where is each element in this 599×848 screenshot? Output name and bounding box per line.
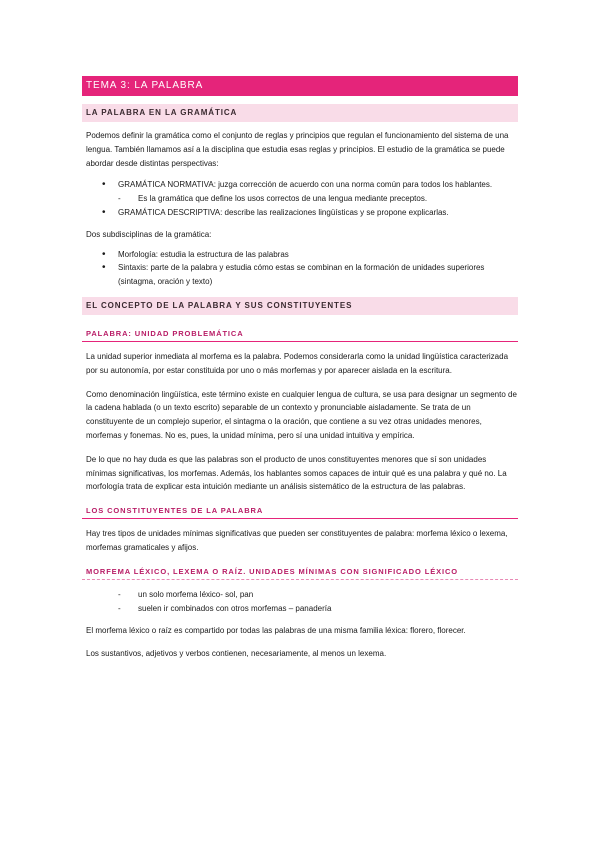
- subheading-problematic-unit: PALABRA: UNIDAD PROBLEMÁTICA: [82, 329, 518, 342]
- list-item: • Morfología: estudia la estructura de las palabras: [82, 248, 518, 262]
- paragraph: El morfema léxico o raíz es compartido por todas las palabras de una misma familia léxica: florero, florecer.: [86, 626, 466, 636]
- subheading-constituents: LOS CONSTITUYENTES DE LA PALABRA: [82, 506, 518, 519]
- subdisciplines-list: [82, 248, 518, 289]
- perspectives-list: [82, 178, 518, 219]
- subheading-lexeme: MORFEMA LÉXICO, LEXEMA O RAÍZ. UNIDADES MÍNIMAS CON SIGNIFICADO LÉXICO: [82, 567, 518, 580]
- page-title: TEMA 3: LA PALABRA: [82, 76, 518, 96]
- document-page: [82, 76, 518, 661]
- list-item: - un solo morfema léxico- sol, pan: [82, 588, 518, 602]
- section-heading-concept: EL CONCEPTO DE LA PALABRA Y SUS CONSTITUYENTES: [82, 297, 518, 315]
- subdisciplines-intro: Dos subdisciplinas de la gramática:: [86, 229, 212, 239]
- list-item: • GRAMÁTICA DESCRIPTIVA: describe las realizaciones lingüísticas y se propone explicarlas.: [82, 206, 518, 220]
- list-item: - Es la gramática que define los usos correctos de una lengua mediante preceptos.: [82, 192, 518, 206]
- paragraph: Hay tres tipos de unidades mínimas significativas que pueden ser constituyentes de palabra: morfema léxico o lexema, morfemas gramaticales y afijos.: [86, 529, 508, 552]
- paragraph: La unidad superior inmediata al morfema es la palabra. Podemos considerarla como la unidad lingüística caracterizada por su autonomía, por estar constituida por uno o más morfemas y por aparecer aislada en la escritura.: [86, 351, 509, 375]
- paragraph: Como denominación lingüística, este término existe en cualquier lengua de cultura, se usa para designar un segmento de la cadena hablada (o un texto escrito) separable de un contexto y pronunciable aisladamente. Se trata de un constituyente de un complejo superior, el sintagma o la oración, que contiene a su vez otras unidades menores, morfemas y fonemas. No es, pues, la unidad mínima, pero sí una unidad intuitiva y empírica.: [86, 389, 517, 440]
- paragraph: De lo que no hay duda es que las palabras son el producto de unos constituyentes menores que sí son unidades mínimas significativas, los morfemas. Además, los hablantes somos capaces de intuir qué es una palabra y qué no. La morfología trata de explicar esta intuición mediante un análisis sistemático de la estructura de las palabras.: [86, 454, 507, 492]
- section-heading-grammar: LA PALABRA EN LA GRAMÁTICA: [82, 104, 518, 122]
- intro-paragraph: Podemos definir la gramática como el conjunto de reglas y principios que regulan el funcionamiento del sistema de una lengua. También llamamos así a la disciplina que estudia esas reglas y principios. El estudio de la gramática se puede abordar desde distintas perspectivas:: [86, 131, 509, 168]
- list-item: • Sintaxis: parte de la palabra y estudia cómo estas se combinan en la formación de unidades superiores (sintagma, oración y texto): [82, 261, 518, 289]
- list-item: - suelen ir combinados con otros morfemas – panadería: [82, 602, 518, 616]
- paragraph: Los sustantivos, adjetivos y verbos contienen, necesariamente, al menos un lexema.: [86, 649, 387, 659]
- list-item: • GRAMÁTICA NORMATIVA: juzga corrección de acuerdo con una norma común para todos los hablantes.: [82, 178, 518, 192]
- lexeme-list: [82, 588, 518, 616]
